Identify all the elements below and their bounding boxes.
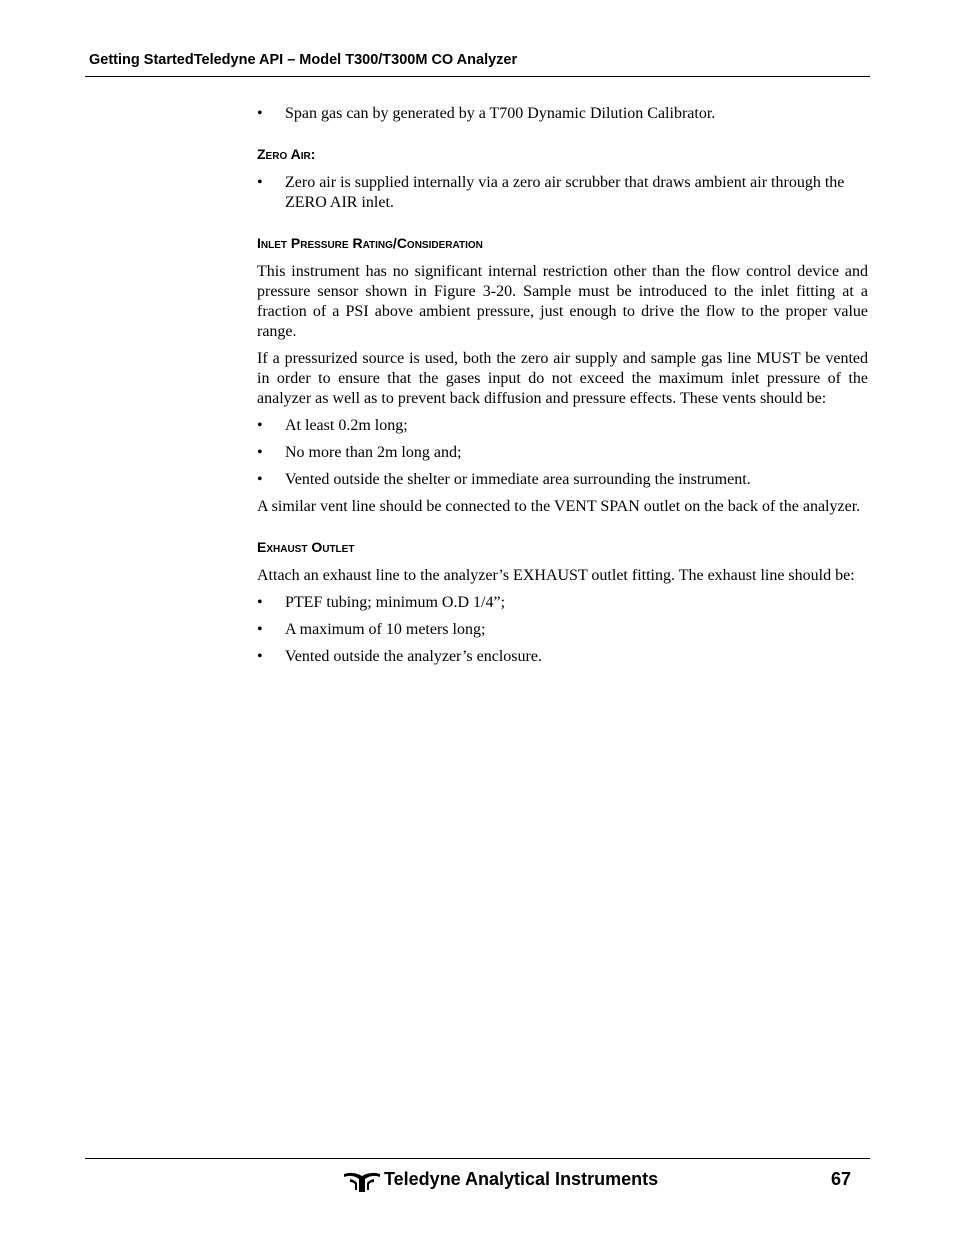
header-rule [85, 76, 870, 77]
section-heading-zero-air: Zero Air: [257, 146, 316, 162]
list-item [257, 647, 868, 667]
footer-company-name: Teledyne Analytical Instruments [384, 1169, 659, 1189]
list-item-text: PTEF tubing; minimum O.D 1/4”; [285, 594, 506, 611]
list-item-text: A maximum of 10 meters long; [285, 621, 486, 638]
list-item-text: Vented outside the shelter or immediate area surrounding the instrument. [285, 471, 751, 488]
paragraph: If a pressurized source is used, both the zero air supply and sample gas line MUST be vented in order to ensure that the gases input do not exceed the maximum inlet pressure of the analyzer as well as to prevent back diffusion and pressure effects. These vents should be: [257, 350, 868, 407]
bullet-marker: • [257, 621, 263, 638]
section-heading-inlet-pressure: Inlet Pressure Rating/Consideration [257, 235, 483, 251]
list-item [257, 416, 868, 436]
list-item [257, 173, 868, 213]
bullet-marker: • [257, 105, 263, 122]
list-item [257, 443, 868, 463]
page-number: 67 [831, 1169, 852, 1189]
footer-rule [85, 1158, 870, 1159]
bullet-marker: • [257, 648, 263, 665]
bullet-marker: • [257, 471, 263, 488]
list-item-text: Span gas can by generated by a T700 Dynamic Dilution Calibrator. [285, 105, 716, 122]
running-header: Getting StartedTeledyne API – Model T300/T300M CO Analyzer [89, 52, 518, 68]
list-item [257, 593, 868, 613]
section-heading-exhaust-outlet: Exhaust Outlet [257, 539, 355, 555]
paragraph: Attach an exhaust line to the analyzer’s EXHAUST outlet fitting. The exhaust line should be: [257, 567, 855, 584]
list-item-text: Zero air is supplied internally via a zero air scrubber that draws ambient air through the ZERO AIR inlet. [285, 174, 845, 211]
paragraph: This instrument has no significant internal restriction other than the flow control device and pressure sensor shown in Figure 3-20. Sample must be introduced to the inlet fitting at a fraction of a PSI above ambient pressure, just enough to drive the flow to the proper value range. [257, 263, 868, 340]
list-item-text: No more than 2m long and; [285, 444, 462, 461]
paragraph: A similar vent line should be connected to the VENT SPAN outlet on the back of the analyzer. [257, 498, 861, 515]
bullet-marker: • [257, 174, 263, 191]
bullet-marker: • [257, 444, 263, 461]
list-item-text: At least 0.2m long; [285, 417, 408, 434]
list-item-text: Vented outside the analyzer’s enclosure. [285, 648, 542, 665]
bullet-marker: • [257, 594, 263, 611]
list-item [257, 470, 868, 490]
list-item [257, 620, 868, 640]
main-content [257, 104, 868, 674]
list-item [257, 104, 868, 124]
bullet-marker: • [257, 417, 263, 434]
teledyne-logo-icon [344, 1171, 380, 1193]
